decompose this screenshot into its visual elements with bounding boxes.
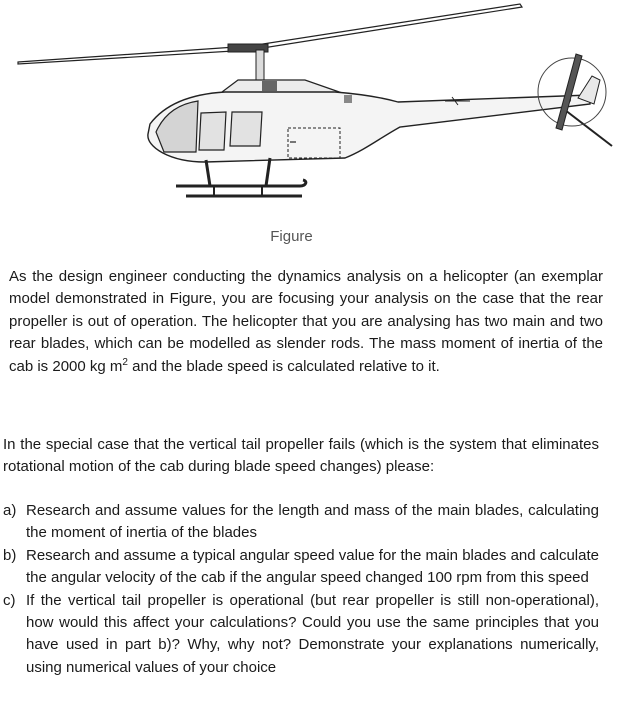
exhaust-vent <box>344 95 352 103</box>
engine-intake <box>262 81 277 91</box>
figure-caption: Figure <box>270 228 313 245</box>
landing-skid <box>176 180 306 186</box>
question-text: Research and assume values for the length and mass of the main blades, calculating the moment of inertia of the blades <box>26 502 599 542</box>
windscreen <box>156 101 198 152</box>
special-case-paragraph: In the special case that the vertical tail propeller fails (which is the system that eliminates rotational motion of the cab during blade speed changes) please: <box>3 436 599 476</box>
tail-rotor-blade <box>556 54 582 130</box>
question-text: Research and assume a typical angular speed value for the main blades and calculate the angular velocity of the cab if the angular speed changed 100 rpm from this speed <box>26 546 599 587</box>
skid-strut-front <box>206 160 210 186</box>
main-rotor-blade <box>18 4 522 64</box>
cab-window-front <box>199 112 226 150</box>
question-label: a) <box>3 502 17 519</box>
rotor-mast <box>256 50 264 84</box>
cab-window-rear <box>230 112 262 146</box>
question-item-a <box>3 500 599 545</box>
helicopter-figure <box>0 0 635 228</box>
intro-text: As the design engineer conducting the dynamics analysis on a helicopter (an exemplar model demonstrated in Figure, you are focusing your analysis on the case that the rear propeller is out of operation. The helicopter that you are analysing has two main and two rear blades, which can be modelled as slender rods. The mass moment of inertia of the cab is 2000 kg m <box>9 268 603 375</box>
intro-text-end: and the blade speed is calculated relative to it. <box>127 357 440 375</box>
question-label: b) <box>3 546 17 564</box>
question-item-c <box>3 590 599 680</box>
intro-paragraph <box>9 266 603 378</box>
question-item-b <box>3 545 599 590</box>
skid-strut-rear <box>266 158 270 186</box>
unit-superscript: 2 <box>122 356 128 368</box>
tail-skid <box>565 110 612 146</box>
question-label: c) <box>3 591 16 609</box>
question-text: If the vertical tail propeller is operational (but rear propeller is still non-operational), how would this affect your calculations? Could you use the same principles that you have used in part b)? Why, why not? Demonstrate your explanations numerically, using numerical values of your choice <box>26 591 599 676</box>
question-list <box>3 500 599 679</box>
